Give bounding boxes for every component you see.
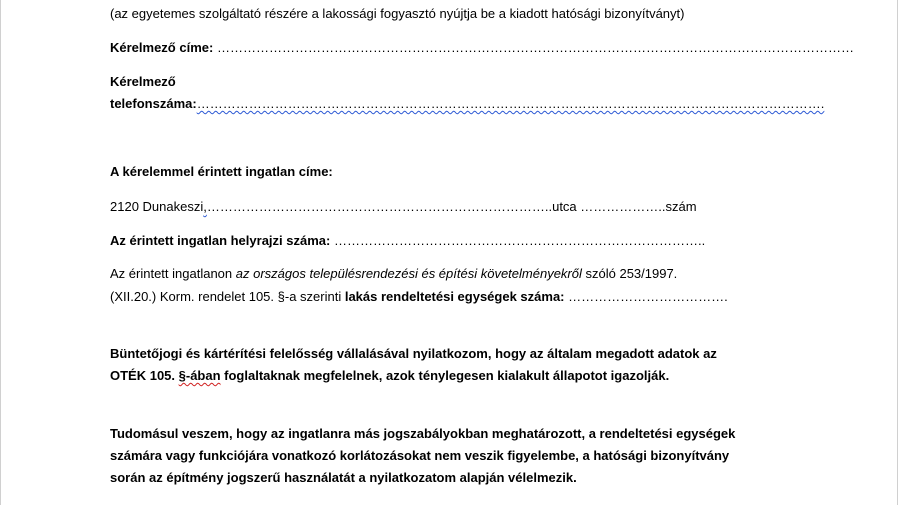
declaration-line1: Büntetőjogi és kártérítési felelősség vállalásával nyilatkozom, hogy az általam megadott adatok az xyxy=(110,346,717,361)
units-count-label: lakás rendeltetési egységek száma: xyxy=(344,289,565,304)
units-statement-decree: (XII.20.) Korm. rendelet 105. §-a szerinti xyxy=(110,289,345,304)
postal-city: 2120 Dunakeszi xyxy=(110,199,204,214)
applicant-address-line xyxy=(110,40,900,56)
declaration-paragraph-ref: §-ában xyxy=(178,368,221,383)
applicant-address-dots[interactable]: ………………………………………………………………………………………………………………………………… xyxy=(213,40,854,55)
applicant-phone-label: telefonszáma: xyxy=(110,96,197,111)
units-statement-end: szóló 253/1997. xyxy=(581,266,678,281)
applicant-phone-line xyxy=(110,96,900,112)
street-dots[interactable]: …………………………………………………………………….. xyxy=(206,199,553,214)
applicant-address-label: Kérelmező címe: xyxy=(110,40,214,55)
units-count-dots[interactable]: ………………………………. xyxy=(564,289,728,304)
declaration-end: foglaltaknak megfelelnek, azok ténylegesen kialakult állapotot igazolják. xyxy=(220,368,670,383)
units-statement-regulation: az országos településrendezési és építési követelményekről xyxy=(235,266,582,281)
parcel-number-label: Az érintett ingatlan helyrajzi száma: xyxy=(110,233,331,248)
units-statement-line2 xyxy=(110,289,900,305)
acknowledgement-line3: során az építmény jogszerű használatát a nyilatkozatom alapján vélelmezik. xyxy=(110,470,577,485)
page-edge-left xyxy=(0,0,1,505)
declaration-otek: OTÉK 105. xyxy=(110,368,179,383)
house-number-dots[interactable]: ……………….. xyxy=(576,199,666,214)
declaration-line2 xyxy=(110,368,900,384)
acknowledgement-line1: Tudomásul veszem, hogy az ingatlanra más jogszabályokban meghatározott, a rendeltetési egységek xyxy=(110,426,736,441)
street-word: utca xyxy=(552,199,577,214)
property-address-line xyxy=(110,199,900,215)
property-address-heading: A kérelemmel érintett ingatlan címe: xyxy=(110,164,333,179)
acknowledgement-line2: számára vagy funkciójára vonatkozó korlátozásokat nem veszik figyelembe, a hatósági bizonyítvány xyxy=(110,448,730,463)
intro-note: (az egyetemes szolgáltató részére a lakossági fogyasztó nyújtja be a kiadott hatósági bizonyítványt) xyxy=(110,6,685,21)
applicant-phone-dots[interactable]: ………………………………………………………………………………………………………………………………. xyxy=(196,96,825,111)
house-number-word: szám xyxy=(665,199,697,214)
city-comma: , xyxy=(203,199,207,214)
units-statement-line1 xyxy=(110,266,900,282)
units-statement-start: Az érintett ingatlanon xyxy=(110,266,236,281)
parcel-number-line xyxy=(110,233,900,249)
parcel-number-dots[interactable]: ………………………………………………………………………….. xyxy=(330,233,706,248)
applicant-phone-label-line1: Kérelmező xyxy=(110,74,176,89)
